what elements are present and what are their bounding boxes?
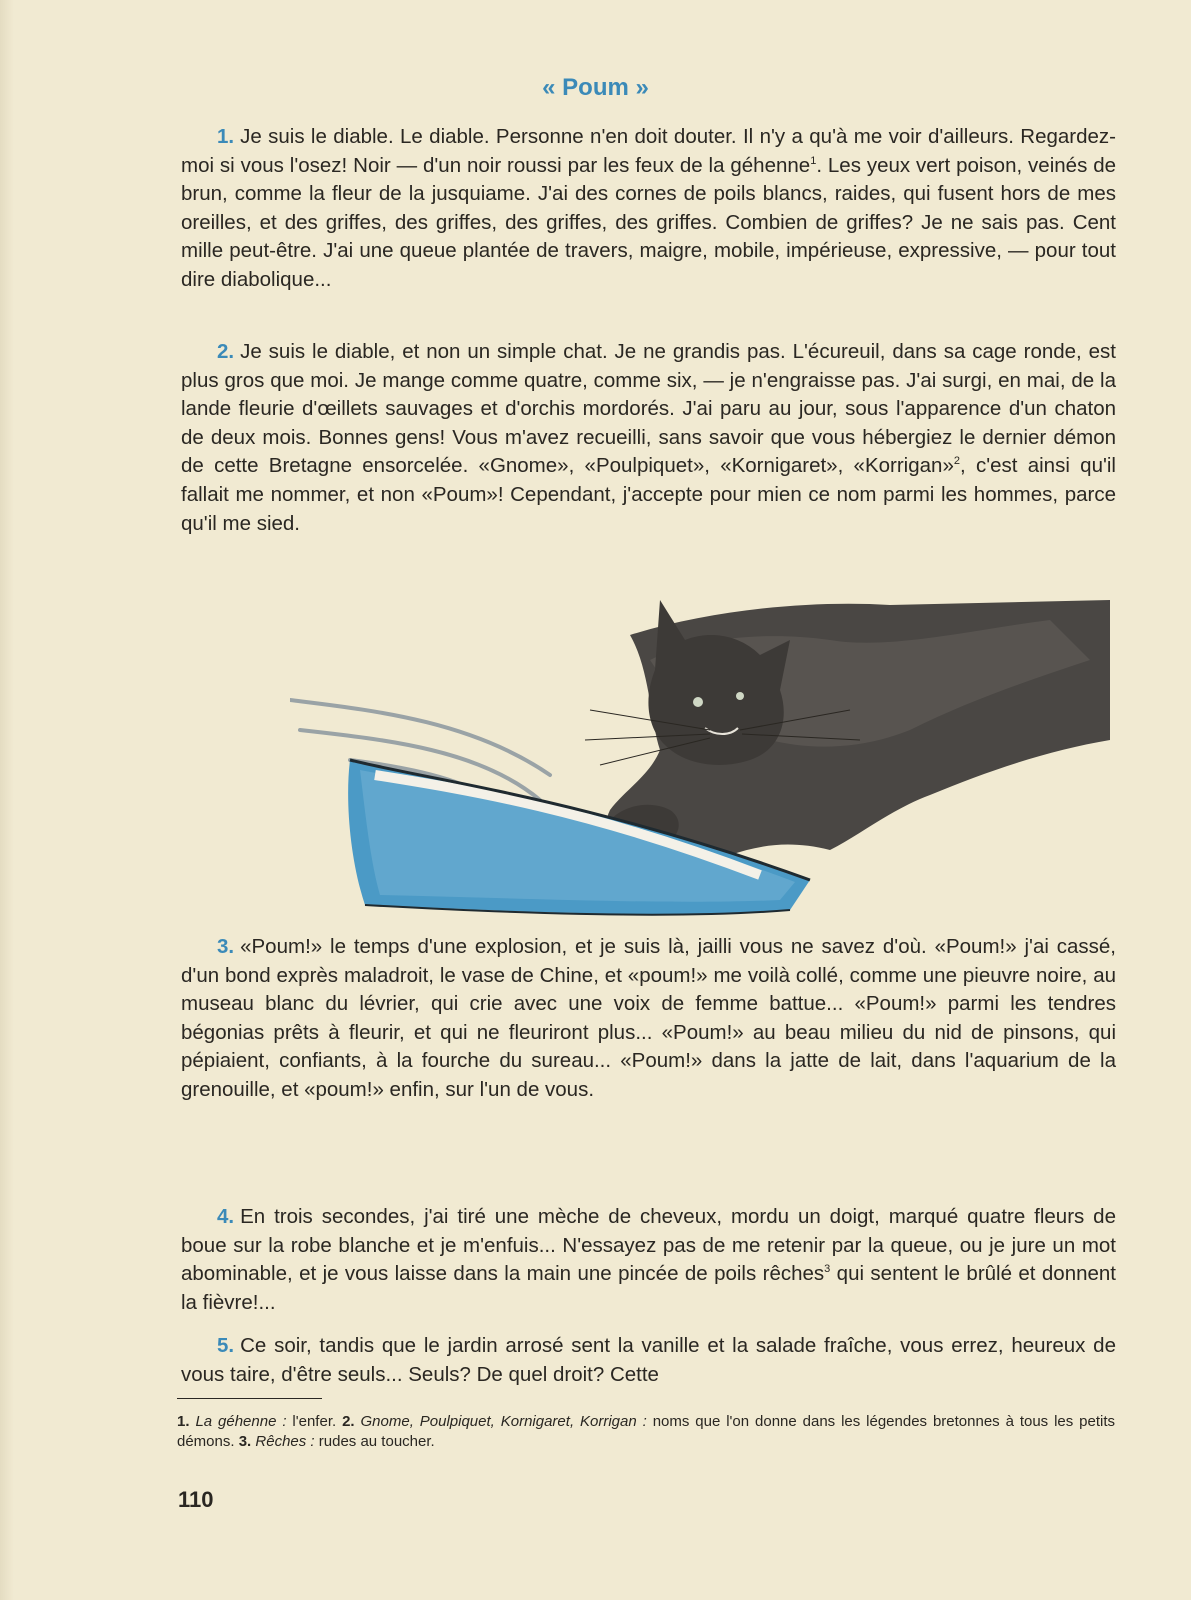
page-title: « Poum »	[542, 74, 649, 101]
footnote-ref: 1	[810, 154, 817, 167]
footnote-number: 2.	[342, 1413, 355, 1430]
page-number: 110	[178, 1487, 214, 1512]
footnote-ref: 2	[953, 455, 960, 468]
cat-illustration	[290, 600, 1120, 930]
footnote-definition: l'enfer.	[286, 1413, 343, 1430]
footnote-term: Gnome, Poulpiquet, Kornigaret, Korrigan :	[360, 1413, 647, 1430]
footnote-number: 3.	[238, 1433, 252, 1450]
footnote-number: 1.	[177, 1413, 190, 1430]
paragraph-5	[181, 1332, 1116, 1389]
paragraph-number: 1.	[217, 125, 235, 148]
footnote-divider	[177, 1398, 322, 1399]
paragraph-2	[181, 338, 1116, 538]
footnotes	[177, 1412, 1115, 1452]
paragraph-text: En trois secondes, j'ai tiré une mèche de cheveux, mordu un doigt, marqué quatre fleurs de boue sur la robe blanche et je m'enfuis... N'essayez pas de me retenir par la queue, ou je jure un mot abominable, et je vous laisse dans la main une pincée de poils rêches	[181, 1205, 1116, 1286]
paragraph-3	[181, 933, 1116, 1105]
paragraph-text-cont: . Les yeux vert poison, veinés de brun, comme la fleur de la jusquiame. J'ai des cornes de poils blancs, raides, qui fusent hors de mes oreilles, et des griffes, des griffes, des griffes, des griffes. Combien de griffes? Je ne sais pas. Cent mille peut-être. J'ai une queue plantée de travers, maigre, mobile, impérieuse, expressive, — pour tout dire diabolique...	[181, 153, 1116, 291]
paragraph-text-cont: , c'est ainsi qu'il fallait me nommer, et non «Poum»! Cependant, j'accepte pour mien ce nom parmi les hommes, parce qu'il me sied.	[181, 454, 1116, 535]
paragraph-1	[181, 123, 1116, 295]
footnote-ref: 3	[824, 1263, 831, 1276]
paragraph-text: Ce soir, tandis que le jardin arrosé sent la vanille et la salade fraîche, vous errez, heureux de vous taire, d'être seuls... Seuls? De quel droit? Cette	[181, 1334, 1116, 1386]
paragraph-4	[181, 1203, 1116, 1317]
footnote-definition: rudes au toucher.	[314, 1433, 435, 1450]
paragraph-number: 3.	[217, 935, 235, 958]
paragraph-text-cont: qui sentent le brûlé et donnent la fièvre!...	[181, 1262, 1116, 1314]
paragraph-text: Je suis le diable. Le diable. Personne n'en doit douter. Il n'y a qu'à me voir d'ailleurs. Regardez-moi si vous l'osez! Noir — d'un noir roussi par les feux de la géhenne	[181, 125, 1116, 177]
paragraph-text: Je suis le diable, et non un simple chat. Je ne grandis pas. L'écureuil, dans sa cage ronde, est plus gros que moi. Je mange comme quatre, comme six, — je n'engraisse pas. J'ai surgi, en mai, de la lande fleurie d'œillets sauvages et d'orchis mordorés. J'ai paru au jour, sous l'apparence d'un chaton de deux mois. Bonnes gens! Vous m'avez recueilli, sans savoir que vous hébergiez le dernier démon de cette Bretagne ensorcelée. «Gnome», «Poulpiquet», «Kornigaret», «Korrigan»	[181, 340, 1116, 478]
page-edge	[0, 0, 14, 1600]
paragraph-number: 2.	[217, 340, 235, 363]
paragraph-number: 4.	[217, 1205, 235, 1228]
paragraph-number: 5.	[217, 1334, 235, 1357]
paragraph-text: «Poum!» le temps d'une explosion, et je suis là, jailli vous ne savez d'où. «Poum!» j'ai cassé, d'un bond exprès maladroit, le vase de Chine, et «poum!» me voilà collé, comme une pieuvre noire, au museau blanc du lévrier, qui crie avec une voix de femme battue... «Poum!» parmi les tendres bégonias prêts à fleurir, et qui ne fleuriront plus... «Poum!» au beau milieu du nid de pinsons, qui pépiaient, confiants, à la fourche du sureau... «Poum!» dans la jatte de lait, dans l'aquarium de la grenouille, et «poum!» enfin, sur l'un de vous.	[181, 935, 1116, 1101]
footnote-term: Rêches :	[255, 1433, 315, 1450]
footnote-definition: noms que l'on donne dans les légendes bretonnes à tous les petits démons.	[177, 1413, 1116, 1450]
footnote-term: La géhenne :	[195, 1413, 287, 1430]
